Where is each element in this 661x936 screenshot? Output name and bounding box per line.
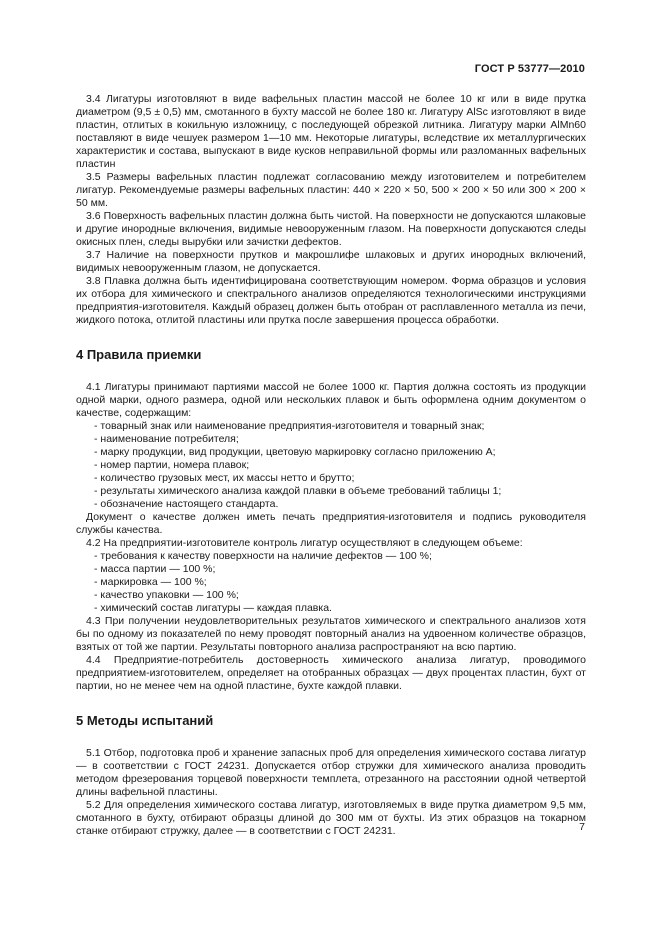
list-item: - наименование потребителя;	[94, 433, 239, 445]
paragraph-4-1-quality-doc: Документ о качестве должен иметь печать предприятия-изготовителя и подпись руководителя службы качества.	[76, 511, 586, 536]
paragraph-4-2: 4.2 На предприятии-изготовителе контроль лигатур осуществляют в следующем объеме:	[86, 537, 523, 549]
paragraph-4-1: 4.1 Лигатуры принимают партиями массой не более 1000 кг. Партия должна состоять из продукции одной марки, одного размера, одной или нескольких плавок и быть оформлена одним документом о качестве, содержащим:	[76, 381, 586, 419]
paragraph-4-4: 4.4 Предприятие-потребитель достоверность химического анализа лигатур, проводимого предприятием-изготовителем, определяет на отобранных образцах — двух процентах пластин, бухт от партии, но не менее чем на одной пластине, бухте каждой плавки.	[76, 654, 586, 692]
paragraph-3-7: 3.7 Наличие на поверхности прутков и макрошлифе шлаковых и других инородных включений, видимых невооруженным глазом, не допускается.	[76, 249, 586, 274]
list-item: - масса партии — 100 %;	[94, 563, 216, 575]
list-item: - обозначение настоящего стандарта.	[94, 498, 279, 510]
list-item: - количество грузовых мест, их массы нетто и брутто;	[94, 472, 355, 484]
document-body	[76, 93, 586, 838]
list-item: - химический состав лигатуры — каждая плавка.	[94, 602, 332, 614]
list-item: - требования к качеству поверхности на наличие дефектов — 100 %;	[94, 550, 432, 562]
paragraph-3-4: 3.4 Лигатуры изготовляют в виде вафельных пластин массой не более 10 кг или в виде прутка диаметром (9,5 ± 0,5) мм, смотанного в бухту массой не более 180 кг. Лигатуру AlSc изготовляют в виде пластин, отлитых в кокильную изложницу, с последующей обрезкой литника. Лигатуру марки AlMn60 поставляют в виде чешуек размером 1—10 мм. Некоторые лигатуры, вследствие их металлургических характеристик и состава, выпускают в виде кусков неправильной формы или разломанных вафельных пластин	[76, 93, 586, 170]
paragraph-3-8: 3.8 Плавка должна быть идентифицирована соответствующим номером. Форма образцов и условия их отбора для химического и спектрального анализов определяются технологическими инструкциями предприятия-изготовителя. Каждый образец должен быть отобран от расплавленного металла из печи, жидкого потока, отлитой пластины или прутка после завершения процесса обработки.	[76, 275, 586, 326]
list-item: - номер партии, номера плавок;	[94, 459, 250, 471]
list-item: - результаты химического анализа каждой плавки в объеме требований таблицы 1;	[94, 485, 502, 497]
list-item: - качество упаковки — 100 %;	[94, 589, 239, 601]
paragraph-5-1: 5.1 Отбор, подготовка проб и хранение запасных проб для определения химического состава лигатур — в соответствии с ГОСТ 24231. Допускается отбор стружки для химического анализа проводить методом фрезерования торцевой поверхности темплета, отрезанного на расстоянии одной четвертой длины вафельной пластины.	[76, 747, 586, 798]
list-item: - маркировка — 100 %;	[94, 576, 207, 588]
list-item: - товарный знак или наименование предприятия-изготовителя и товарный знак;	[94, 420, 485, 432]
section-heading-5: 5 Методы испытаний	[76, 713, 214, 728]
document-code-header: ГОСТ Р 53777—2010	[474, 63, 585, 75]
paragraph-4-3: 4.3 При получении неудовлетворительных результатов химического и спектрального анализов хотя бы по одному из показателей по нему проводят повторный анализ на удвоенном количестве образцов, взятых от той же партии. Результаты повторного анализа распространяют на всю партию.	[76, 615, 586, 653]
page-number: 7	[579, 821, 585, 833]
section-heading-4: 4 Правила приемки	[76, 347, 202, 362]
paragraph-3-6: 3.6 Поверхность вафельных пластин должна быть чистой. На поверхности не допускаются шлаковые и другие инородные включения, видимые невооруженным глазом. На поверхности допускаются следы окисных плен, следы вырубки или зачистки дефектов.	[76, 210, 586, 248]
paragraph-5-2: 5.2 Для определения химического состава лигатур, изготовляемых в виде прутка диаметром 9,5 мм, смотанного в бухту, отбирают образцы длиной до 300 мм от бухты. Из этих образцов на токарном станке отбирают стружку, далее — в соответствии с ГОСТ 24231.	[76, 799, 586, 837]
paragraph-3-5: 3.5 Размеры вафельных пластин подлежат согласованию между изготовителем и потребителем лигатур. Рекомендуемые размеры вафельных пластин: 440 × 220 × 50, 500 × 200 × 50 или 300 × 200 × 50 мм.	[76, 171, 586, 209]
list-item: - марку продукции, вид продукции, цветовую маркировку согласно приложению А;	[94, 446, 496, 458]
